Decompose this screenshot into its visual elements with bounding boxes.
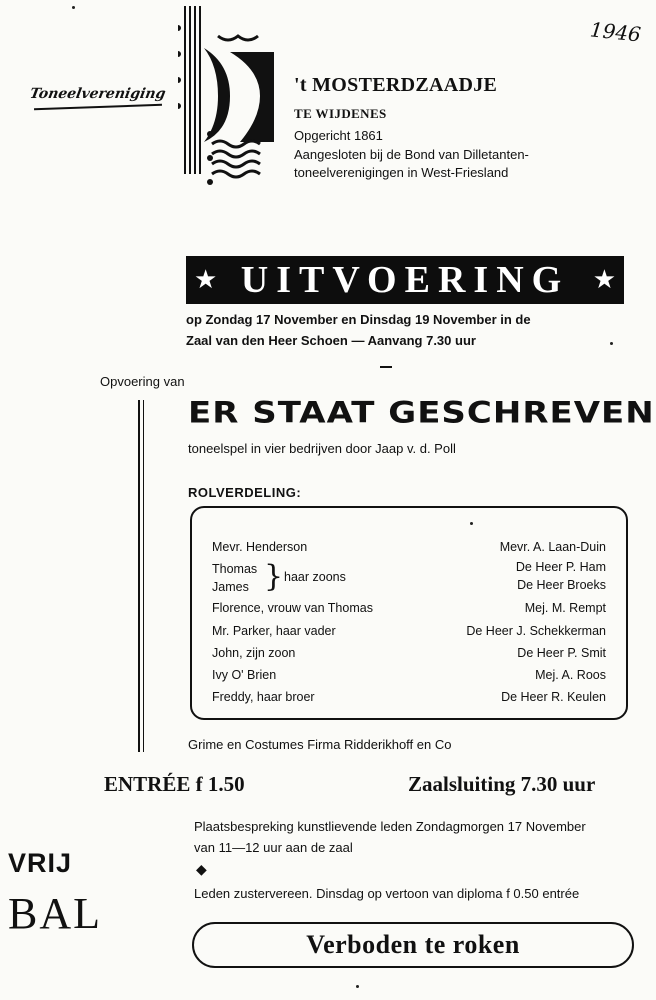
banner-title: UITVOERING [240, 259, 570, 301]
no-smoking-box [192, 922, 634, 968]
cast-role: Florence, vrouw van Thomas [212, 601, 373, 615]
opvoering-intro: Opvoering van [100, 374, 185, 389]
event-venue-line: Zaal van den Heer Schoen — Aanvang 7.30 uur [186, 333, 476, 348]
cast-row [212, 540, 606, 560]
cast-row [212, 646, 606, 666]
cast-role: John, zijn zoon [212, 646, 296, 660]
cast-list-box [190, 506, 628, 720]
cast-row [212, 668, 606, 688]
makeup-costumes-credit: Grime en Costumes Firma Ridderikhoff en Co [188, 737, 452, 752]
no-smoking-text: Verboden te roken [306, 930, 520, 959]
logo-script-text: Toneelvereniging [28, 86, 167, 102]
event-dates-line: op Zondag 17 November en Dinsdag 19 November in de [186, 312, 531, 327]
star-icon: ★ [592, 265, 616, 294]
cast-actor: De Heer P. Ham [515, 560, 606, 574]
cast-actor: Mevr. A. Laan-Duin [499, 540, 606, 554]
diamond-bullet-icon: ◆ [196, 863, 207, 878]
logo-underline [34, 104, 162, 110]
sister-members-info: Leden zustervereen. Dinsdag op vertoon van diploma f 0.50 entrée [194, 886, 580, 901]
cast-role: Mr. Parker, haar vader [212, 624, 336, 638]
cast-actor: De Heer J. Schekkerman [466, 624, 606, 638]
scan-speck [72, 6, 75, 9]
entrance-fee: ENTRÉE f 1.50 [104, 772, 245, 796]
affiliation-line-1: Aangesloten bij de Bond van Dilletanten- [294, 147, 529, 162]
hall-closing-time: Zaalsluiting 7.30 uur [408, 772, 596, 796]
organization-place: TE WIJDENES [294, 106, 387, 121]
star-icon: ★ [194, 265, 218, 294]
uitvoering-banner [186, 256, 624, 304]
cast-row [212, 578, 606, 598]
scan-speck [356, 985, 359, 988]
cast-actor: Mej. M. Rempt [524, 601, 606, 615]
vertical-rule [143, 400, 144, 752]
reservation-line-2: van 11—12 uur aan de zaal [194, 840, 353, 855]
cast-role: James [212, 580, 249, 594]
brace-icon: } [264, 559, 284, 594]
play-subtitle: toneelspel in vier bedrijven door Jaap v. d. Poll [188, 441, 456, 456]
play-title: ER STAAT GESCHREVEN [188, 396, 655, 430]
cast-role: Thomas [212, 562, 258, 576]
cast-heading: ROLVERDELING: [188, 485, 302, 500]
scan-speck [470, 522, 473, 525]
cast-row [212, 601, 606, 621]
reservation-line-1: Plaatsbespreking kunstlievende leden Zondagmorgen 17 November [194, 819, 586, 834]
scan-speck [610, 342, 613, 345]
cast-row [212, 624, 606, 644]
cast-actor: Mej. A. Roos [535, 668, 606, 682]
vrij-label: VRIJ [8, 848, 73, 878]
cast-actor: De Heer R. Keulen [501, 690, 606, 704]
cast-row [212, 690, 606, 710]
organization-name: 't MOSTERDZAADJE [294, 74, 498, 96]
cast-row [212, 560, 606, 580]
reservation-info [194, 816, 634, 858]
cast-actor: De Heer P. Smit [517, 646, 606, 660]
cast-role: Freddy, haar broer [212, 690, 315, 704]
vertical-rule [138, 400, 140, 752]
handwritten-year: 1946 [588, 17, 643, 47]
mustard-seed-emblem-icon [178, 6, 274, 190]
cast-role: Ivy O' Brien [212, 668, 277, 682]
divider-dash [380, 366, 392, 368]
cast-actor: De Heer Broeks [517, 578, 606, 592]
bal-label: BAL [8, 889, 102, 938]
affiliation-line-2: toneelverenigingen in West-Friesland [294, 165, 509, 180]
cast-role: Mevr. Henderson [212, 540, 308, 554]
sons-label: haar zoons [284, 570, 346, 584]
founded-line: Opgericht 1861 [294, 128, 383, 143]
